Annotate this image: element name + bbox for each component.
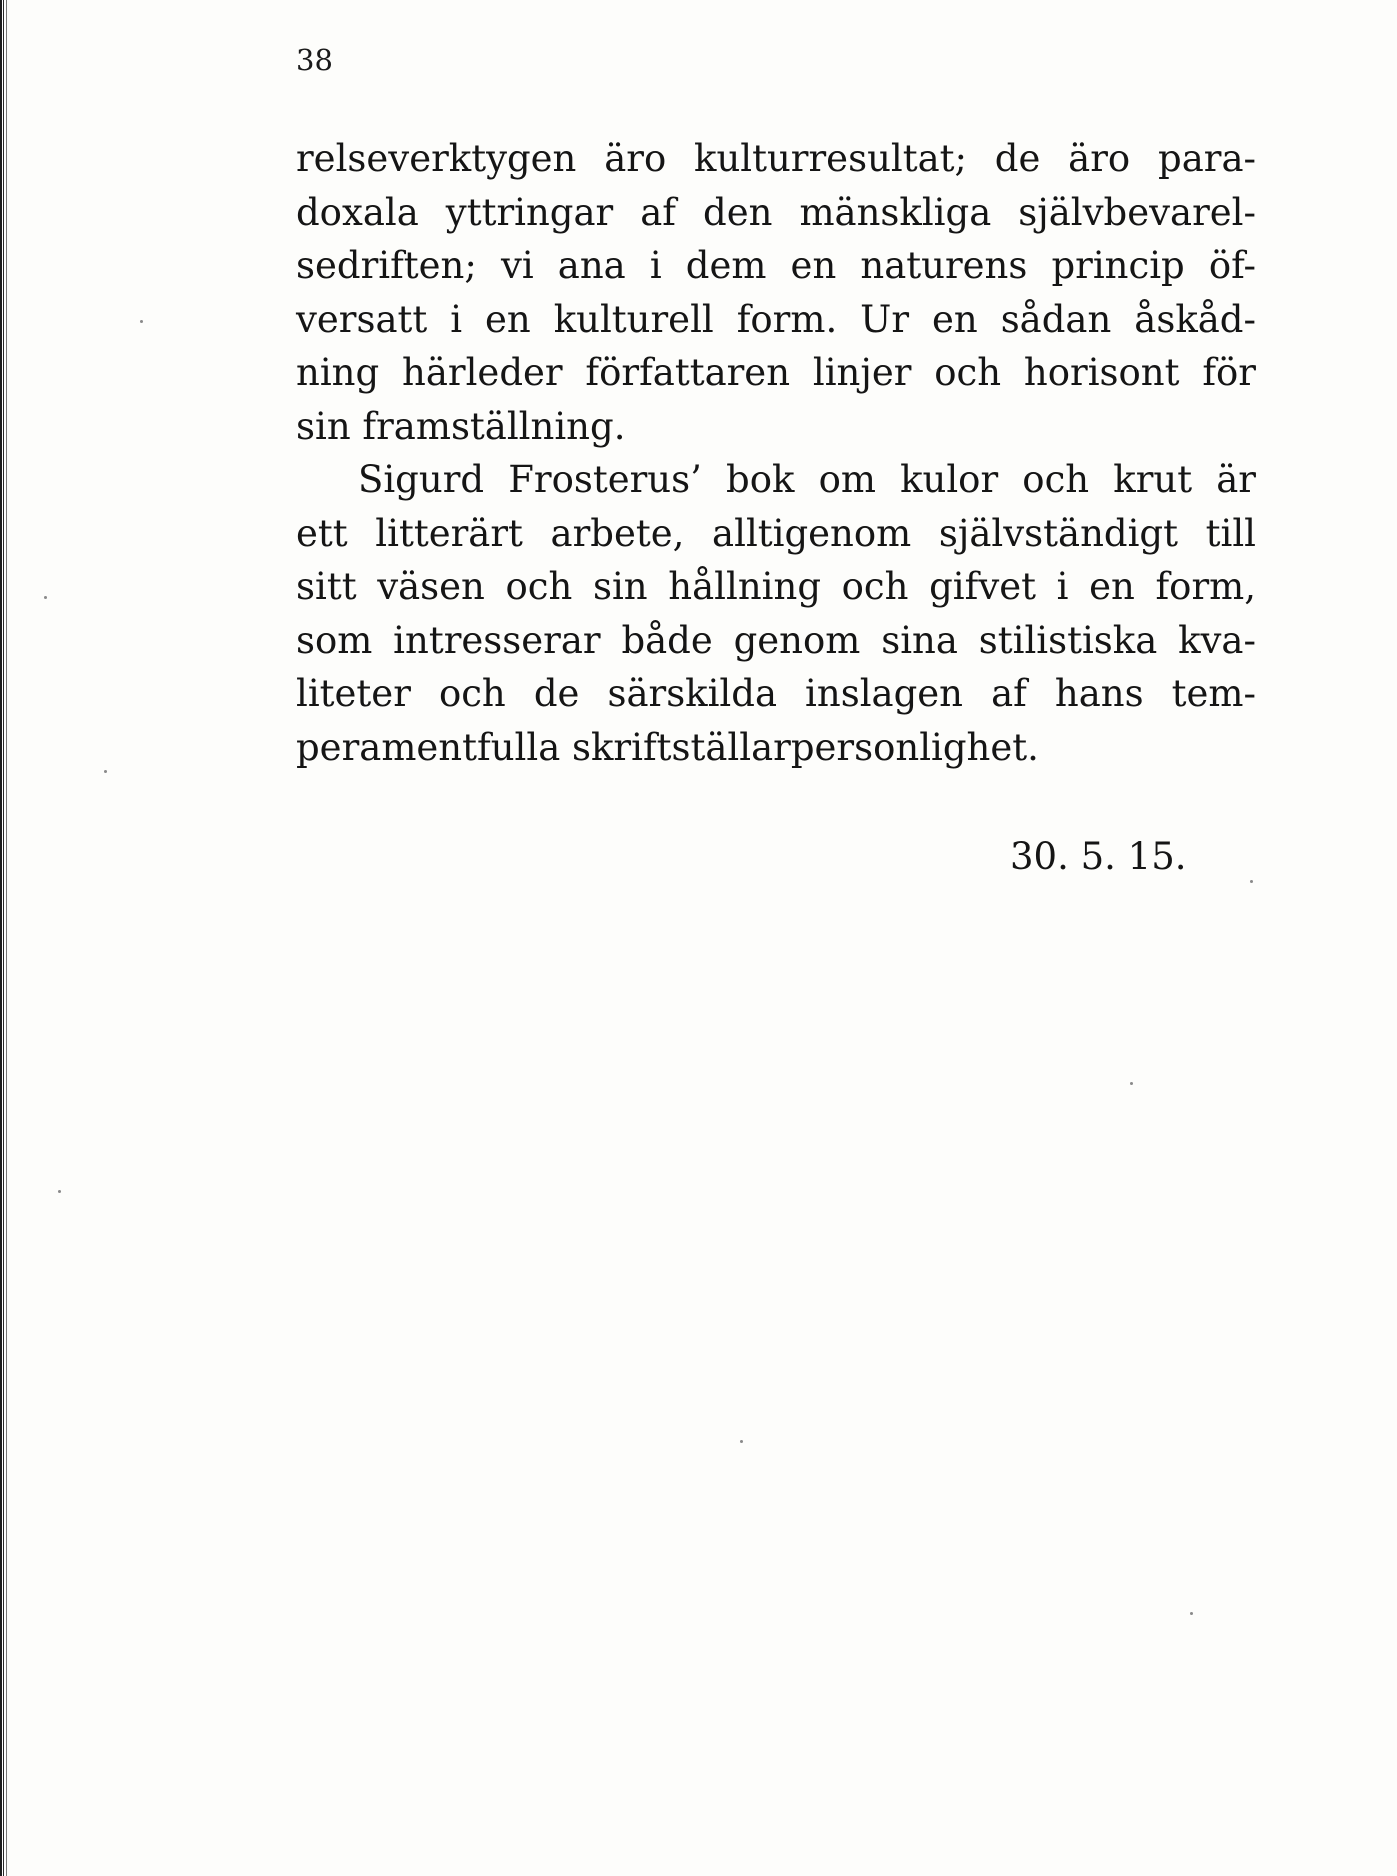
binding-edge: [0, 0, 8, 1876]
dateline: 30. 5. 15.: [1010, 835, 1187, 878]
paper-speck: [1190, 1612, 1193, 1615]
paper-speck: [44, 596, 47, 599]
body-text: [296, 132, 1256, 774]
paper-speck: [1250, 880, 1253, 883]
text-line: som intresserar både genom sina stilistiska kva-: [296, 618, 1256, 662]
text-line: liteter och de särskilda inslagen af hans tem-: [296, 672, 1256, 715]
text-line: versatt i en kulturell form. Ur en sådan åskåd-: [296, 297, 1256, 341]
text-line: sin framställning.: [296, 404, 626, 448]
paragraph-1: [296, 132, 1256, 453]
text-line: relseverktygen äro kulturresultat; de äro para-: [296, 137, 1256, 180]
text-line: Sigurd Frosterus’ bok om kulor och krut är: [358, 458, 1256, 501]
paper-speck: [58, 1190, 61, 1193]
paper-speck: [740, 1440, 743, 1443]
paragraph-2: [296, 453, 1256, 774]
text-line: peramentfulla skriftställarpersonlighet.: [296, 725, 1039, 769]
text-line: sedriften; vi ana i dem en naturens princip öf-: [296, 244, 1256, 287]
text-line: ning härleder författaren linjer och horisont för: [296, 351, 1256, 394]
text-line: sitt väsen och sin hållning och gifvet i en form,: [296, 565, 1256, 608]
page-number: 38: [296, 43, 333, 77]
text-line: doxala yttringar af den mänskliga självbevarel-: [296, 190, 1256, 234]
paper-speck: [1130, 1082, 1133, 1085]
paper-speck: [104, 770, 107, 773]
text-line: ett litterärt arbete, alltigenom självständigt till: [296, 511, 1256, 555]
paper-speck: [140, 320, 143, 323]
